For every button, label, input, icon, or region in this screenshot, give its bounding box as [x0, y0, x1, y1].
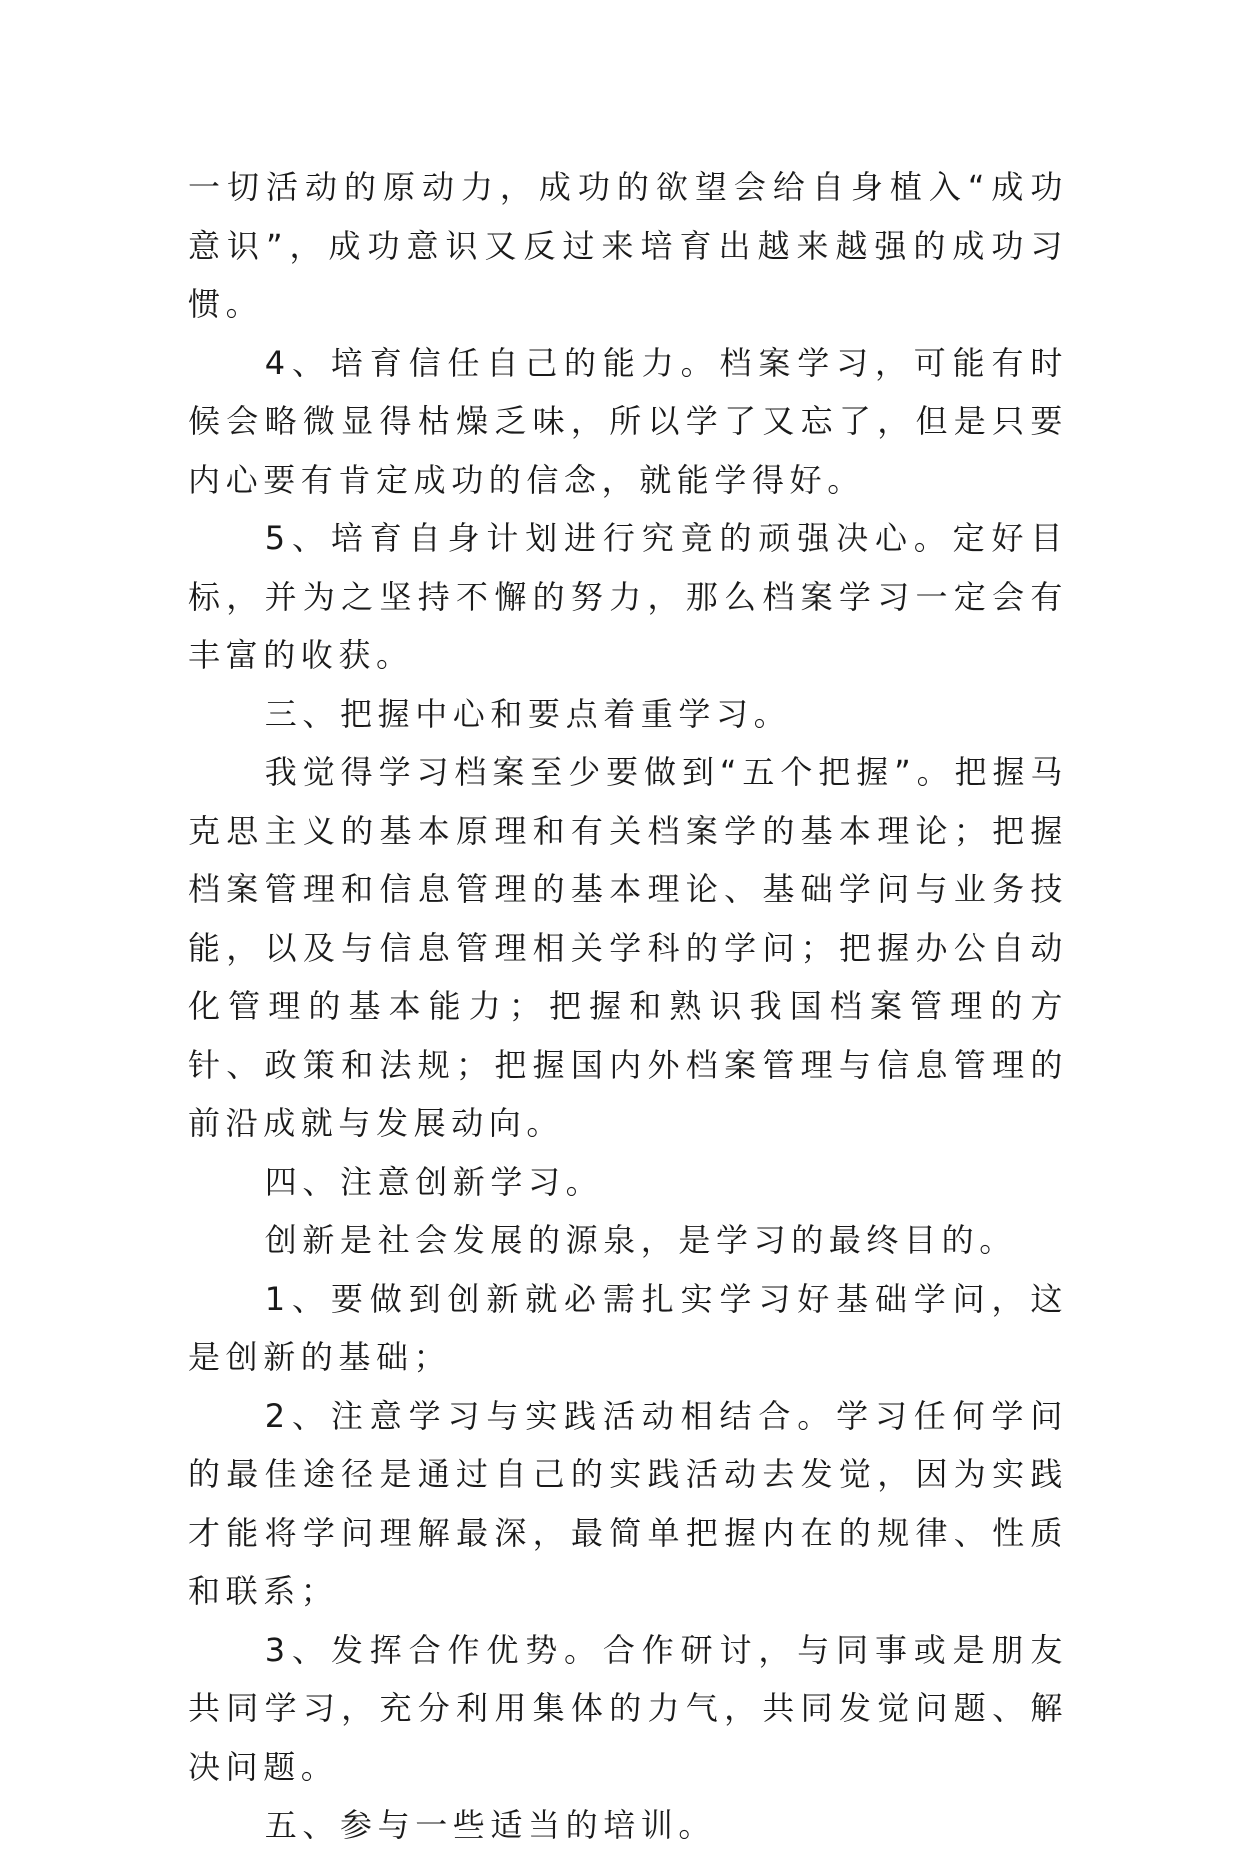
paragraph-innovation-item-2: 2、注意学习与实践活动相结合。学习任何学问的最佳途径是通过自己的实践活动去发觉，因为实践才能将学问理解最深，最简单把握内在的规律、性质和联系；	[188, 1396, 1068, 1610]
paragraph-continuation: 一切活动的原动力，成功的欲望会给自身植入“成功意识”，成功意识又反过来培育出越来越强的成功习惯。	[188, 168, 1068, 323]
paragraph-item-5: 5、培育自身计划进行究竟的顽强决心。定好目标，并为之坚持不懈的努力，那么档案学习一定会有丰富的收获。	[188, 519, 1068, 674]
paragraph-innovation-item-3: 3、发挥合作优势。合作研讨，与同事或是朋友共同学习，充分利用集体的力气，共同发觉问题、解决问题。	[188, 1630, 1068, 1786]
paragraph-innovation-item-1: 1、要做到创新就必需扎实学习好基础学问，这是创新的基础；	[188, 1279, 1068, 1376]
paragraph-five-grasps: 我觉得学习档案至少要做到“五个把握”。把握马克思主义的基本原理和有关档案学的基本理论；把握档案管理和信息管理的基本理论、基础学问与业务技能，以及与信息管理相关学科的学问；把握办公自动化管理的基本能力；把握和熟识我国档案管理的方针、政策和法规；把握国内外档案管理与信息管理的前沿成就与发展动向。	[188, 753, 1068, 1142]
section-heading-3: 三、把握中心和要点着重学习。	[264, 694, 792, 733]
paragraph-item-4: 4、培育信任自己的能力。档案学习，可能有时候会略微显得枯燥乏味，所以学了又忘了，但是只要内心要有肯定成功的信念，就能学得好。	[188, 343, 1068, 499]
section-heading-4: 四、注意创新学习。	[264, 1162, 604, 1201]
paragraph-innovation-intro: 创新是社会发展的源泉，是学习的最终目的。	[264, 1221, 1017, 1259]
document-body	[188, 158, 1068, 1855]
section-heading-5: 五、参与一些适当的培训。	[264, 1806, 716, 1844]
